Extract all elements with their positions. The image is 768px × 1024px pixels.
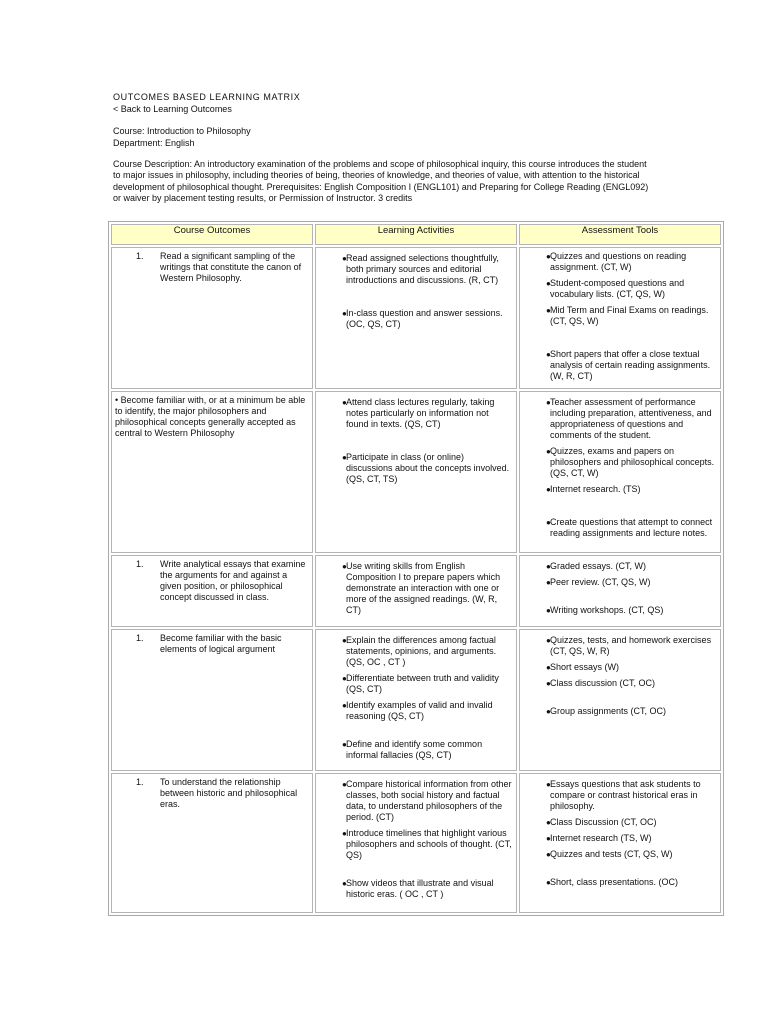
list-bullet: • xyxy=(115,395,119,405)
back-link-container xyxy=(113,104,232,115)
page-title: OUTCOMES BASED LEARNING MATRIX xyxy=(113,92,301,102)
bullet-icon: ● xyxy=(546,398,551,407)
outcome-cell xyxy=(111,555,313,627)
bullet-icon: ● xyxy=(342,398,347,407)
back-to-learning-outcomes-link[interactable]: < Back to Learning Outcomes xyxy=(113,104,232,114)
bullet-icon: ● xyxy=(546,834,551,843)
list-number: 1. xyxy=(136,777,144,787)
assessment-cell xyxy=(519,773,721,913)
bullet-icon: ● xyxy=(546,306,551,315)
assessment-item: Student-composed questions and vocabulary lists. (CT, QS, W) xyxy=(550,278,685,299)
outcome-text: Write analytical essays that examine the arguments for and against a given position, or philosophical concept discussed in class. xyxy=(160,559,306,602)
list-number: 1. xyxy=(136,633,144,643)
bullet-icon: ● xyxy=(546,878,551,887)
bullet-icon: ● xyxy=(546,485,551,494)
activities-cell xyxy=(315,555,517,627)
bullet-icon: ● xyxy=(546,606,551,615)
bullet-icon: ● xyxy=(546,447,551,456)
assessment-item: Writing workshops. (CT, QS) xyxy=(550,605,664,615)
activity-item: Read assigned selections thoughtfully, both primary sources and editorial introductions and discussions. (R, CT) xyxy=(346,253,499,285)
course-name: Course: Introduction to Philosophy xyxy=(113,126,251,136)
assessment-item: Class discussion (CT, OC) xyxy=(550,678,656,688)
assessment-item: Mid Term and Final Exams on readings. (CT, QS, W) xyxy=(550,305,709,326)
table-row xyxy=(111,391,721,553)
bullet-icon: ● xyxy=(342,829,347,838)
bullet-icon: ● xyxy=(342,701,347,710)
bullet-icon: ● xyxy=(342,562,347,571)
table-row xyxy=(111,247,721,389)
bullet-icon: ● xyxy=(342,309,347,318)
bullet-icon: ● xyxy=(546,663,551,672)
list-number: 1. xyxy=(136,251,144,261)
activities-cell xyxy=(315,247,517,389)
bullet-icon: ● xyxy=(342,674,347,683)
assessment-item: Internet research (TS, W) xyxy=(550,833,652,843)
outcome-text: Become familiar with, or at a minimum be able to identify, the major philosophers and philosophical concepts generally accepted as central to Western Philosophy xyxy=(115,395,306,438)
outcome-cell xyxy=(111,629,313,771)
assessment-item: Graded essays. (CT, W) xyxy=(550,561,647,571)
assessment-item: Internet research. (TS) xyxy=(550,484,641,494)
bullet-icon: ● xyxy=(546,780,551,789)
assessment-item: Quizzes, exams and papers on philosophers and philosophical concepts. (QS, CT, W) xyxy=(550,446,715,478)
bullet-icon: ● xyxy=(546,707,551,716)
assessment-item: Essays questions that ask students to compare or contrast historical eras in philosophy. xyxy=(550,779,701,811)
assessment-item: Teacher assessment of performance including preparation, attentiveness, and appropriateness of questions and comments of the student. xyxy=(550,397,712,440)
activity-item: Define and identify some common informal fallacies (QS, CT) xyxy=(346,739,483,760)
assessment-item: Create questions that attempt to connect reading assignments and lecture notes. xyxy=(550,517,713,538)
bullet-icon: ● xyxy=(342,636,347,645)
activities-cell xyxy=(315,629,517,771)
bullet-icon: ● xyxy=(342,879,347,888)
assessment-cell xyxy=(519,555,721,627)
bullet-icon: ● xyxy=(546,252,551,261)
activity-item: Differentiate between truth and validity (QS, CT) xyxy=(346,673,499,694)
course-description: Course Description: An introductory examination of the problems and scope of philosophical inquiry, this course introduces the student to major issues in philosophy, including theories of being, theories of knowledge, and theories of value, with attention to the historical development of philosophical thought. Prerequisites: English Composition I (ENGL101) and Preparing for College Reading (ENGL092) or waiver by placement testing results, or Permission of Instructor. 3 credits xyxy=(113,159,649,204)
bullet-icon: ● xyxy=(546,518,551,527)
bullet-icon: ● xyxy=(342,254,347,263)
outcome-text: Read a significant sampling of the writings that constitute the canon of Western Philosophy. xyxy=(160,251,302,283)
column-header-learning-activities: Learning Activities xyxy=(315,224,517,245)
assessment-item: Quizzes and tests (CT, QS, W) xyxy=(550,849,673,859)
activities-cell xyxy=(315,391,517,553)
assessment-item: Group assignments (CT, OC) xyxy=(550,706,667,716)
bullet-icon: ● xyxy=(342,453,347,462)
activity-item: Introduce timelines that highlight various philosophers and schools of thought. (CT, QS) xyxy=(346,828,512,860)
department-name: Department: English xyxy=(113,138,195,148)
assessment-item: Peer review. (CT, QS, W) xyxy=(550,577,651,587)
outcome-cell xyxy=(111,773,313,913)
bullet-icon: ● xyxy=(546,850,551,859)
assessment-item: Short, class presentations. (OC) xyxy=(550,877,679,887)
assessment-cell xyxy=(519,391,721,553)
activity-item: In-class question and answer sessions. (OC, QS, CT) xyxy=(346,308,503,329)
bullet-icon: ● xyxy=(546,636,551,645)
list-number: 1. xyxy=(136,559,144,569)
outcome-text: Become familiar with the basic elements of logical argument xyxy=(160,633,282,654)
bullet-icon: ● xyxy=(546,350,551,359)
activity-item: Participate in class (or online) discussions about the concepts involved. (QS, CT, TS) xyxy=(346,452,510,484)
bullet-icon: ● xyxy=(546,818,551,827)
bullet-icon: ● xyxy=(342,740,347,749)
assessment-item: Class Discussion (CT, OC) xyxy=(550,817,657,827)
bullet-icon: ● xyxy=(546,578,551,587)
assessment-item: Quizzes, tests, and homework exercises (CT, QS, W, R) xyxy=(550,635,712,656)
table-row xyxy=(111,555,721,627)
bullet-icon: ● xyxy=(342,780,347,789)
outcome-cell xyxy=(111,391,313,553)
activity-item: Explain the differences among factual statements, opinions, and arguments. (QS, OC , CT ) xyxy=(346,635,497,667)
table-header-row xyxy=(111,224,721,245)
learning-matrix-table xyxy=(108,221,724,916)
column-header-assessment-tools: Assessment Tools xyxy=(519,224,721,245)
activities-cell xyxy=(315,773,517,913)
assessment-item: Short papers that offer a close textual analysis of certain reading assignments. (W, R, CT) xyxy=(550,349,711,381)
assessment-item: Quizzes and questions on reading assignment. (CT, W) xyxy=(550,251,687,272)
outcome-text: To understand the relationship between historic and philosophical eras. xyxy=(160,777,298,809)
assessment-cell xyxy=(519,629,721,771)
activity-item: Show videos that illustrate and visual historic eras. ( OC , CT ) xyxy=(346,878,494,899)
bullet-icon: ● xyxy=(546,562,551,571)
activity-item: Identify examples of valid and invalid reasoning (QS, CT) xyxy=(346,700,493,721)
table-row xyxy=(111,773,721,913)
outcome-cell xyxy=(111,247,313,389)
column-header-course-outcomes: Course Outcomes xyxy=(111,224,313,245)
assessment-item: Short essays (W) xyxy=(550,662,620,672)
activity-item: Attend class lectures regularly, taking notes particularly on information not found in texts. (QS, CT) xyxy=(346,397,495,429)
table-row xyxy=(111,629,721,771)
activity-item: Compare historical information from other classes, both social history and factual data, to understand philosophers of the period. (CT) xyxy=(346,779,512,822)
activity-item: Use writing skills from English Composition I to prepare papers which demonstrate an interaction with one or more of the assigned readings. (W, R, CT) xyxy=(346,561,501,615)
assessment-cell xyxy=(519,247,721,389)
bullet-icon: ● xyxy=(546,279,551,288)
bullet-icon: ● xyxy=(546,679,551,688)
